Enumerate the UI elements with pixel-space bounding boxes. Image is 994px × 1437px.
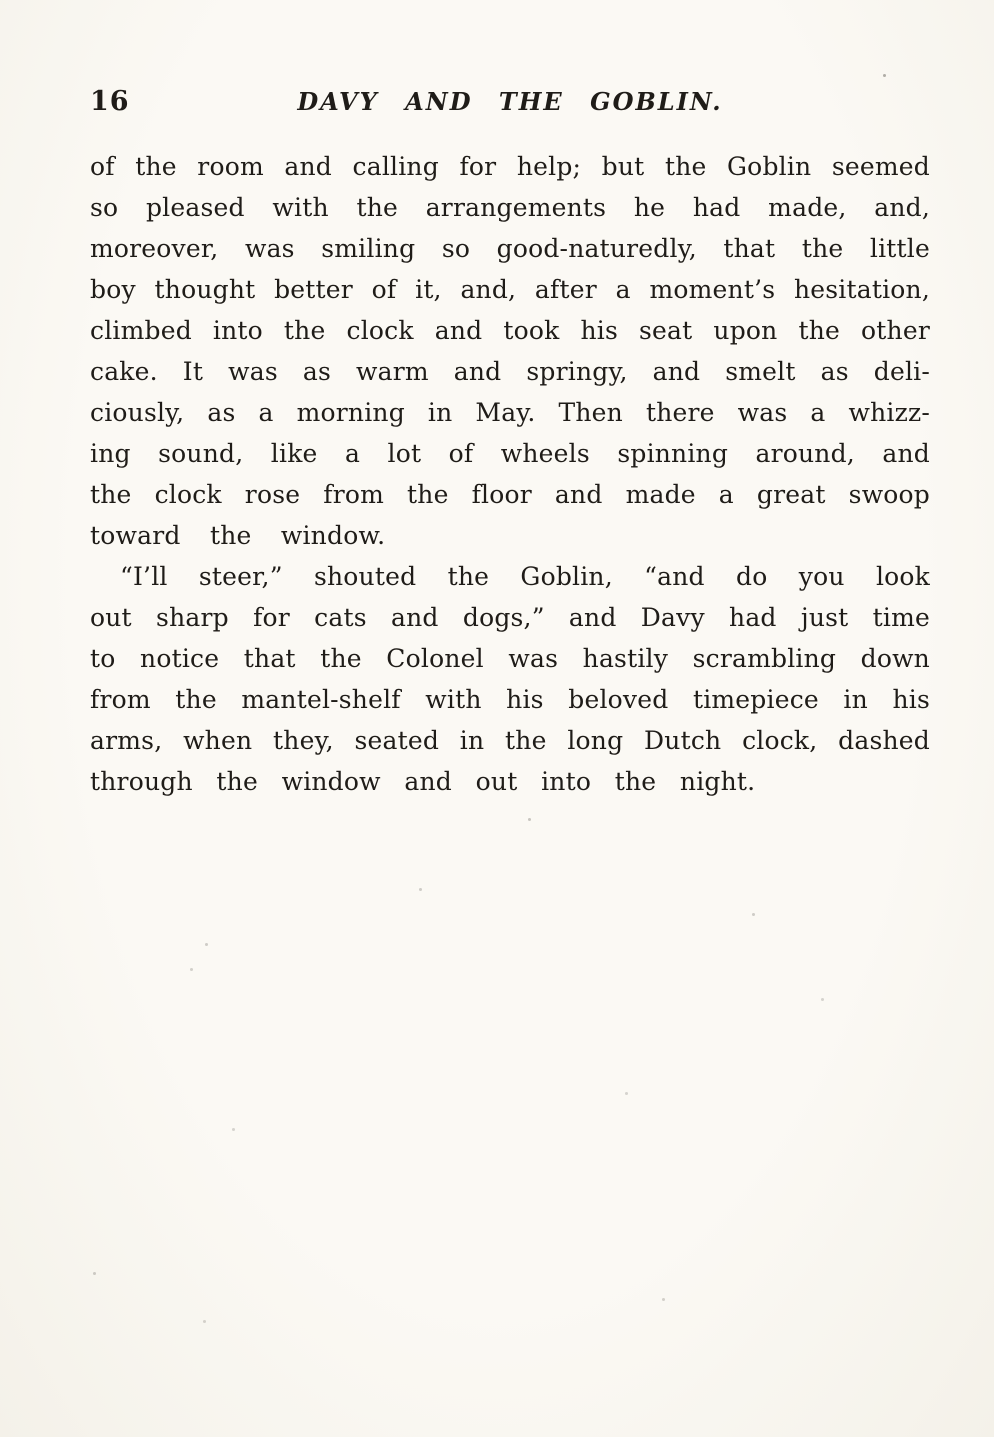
text-line: so pleased with the arrangements he had made, and, [90, 193, 930, 222]
scan-speck [662, 1298, 665, 1301]
page-header [90, 84, 930, 120]
text-line: “I’ll steer,” shouted the Goblin, “and do you look [120, 562, 930, 591]
text-line: the clock rose from the floor and made a great swoop [90, 480, 930, 509]
text-line: arms, when they, seated in the long Dutch clock, dashed [90, 726, 930, 755]
text-line: boy thought better of it, and, after a moment’s hesitation, [90, 275, 930, 304]
scan-speck [203, 1320, 206, 1323]
text-line: ciously, as a morning in May. Then there was a whizz- [90, 398, 930, 427]
scan-speck [625, 1092, 628, 1095]
paragraph-2 [90, 556, 930, 802]
page-number: 16 [90, 86, 130, 117]
body-text [90, 146, 930, 802]
text-line: climbed into the clock and took his seat upon the other [90, 316, 930, 345]
scan-speck [419, 888, 422, 891]
scan-speck [528, 818, 531, 821]
text-line: from the mantel-shelf with his beloved timepiece in his [90, 685, 930, 714]
scan-speck [93, 1272, 96, 1275]
scan-speck [190, 968, 193, 971]
running-head-title: DAVY AND THE GOBLIN. [297, 87, 723, 116]
text-line: moreover, was smiling so good-naturedly, that the little [90, 234, 930, 263]
scan-speck [232, 1128, 235, 1131]
text-line: through the window and out into the night. [90, 767, 756, 796]
paragraph-1 [90, 146, 930, 556]
text-line: out sharp for cats and dogs,” and Davy had just time [90, 603, 930, 632]
text-line: to notice that the Colonel was hastily scrambling down [90, 644, 930, 673]
scan-speck [821, 998, 824, 1001]
text-line: toward the window. [90, 521, 386, 550]
text-line: cake. It was as warm and springy, and smelt as deli- [90, 357, 930, 386]
text-line: of the room and calling for help; but the Goblin seemed [90, 152, 930, 181]
text-line: ing sound, like a lot of wheels spinning around, and [90, 439, 930, 468]
scan-speck [883, 74, 886, 77]
scan-speck [752, 913, 755, 916]
scan-speck [205, 943, 208, 946]
